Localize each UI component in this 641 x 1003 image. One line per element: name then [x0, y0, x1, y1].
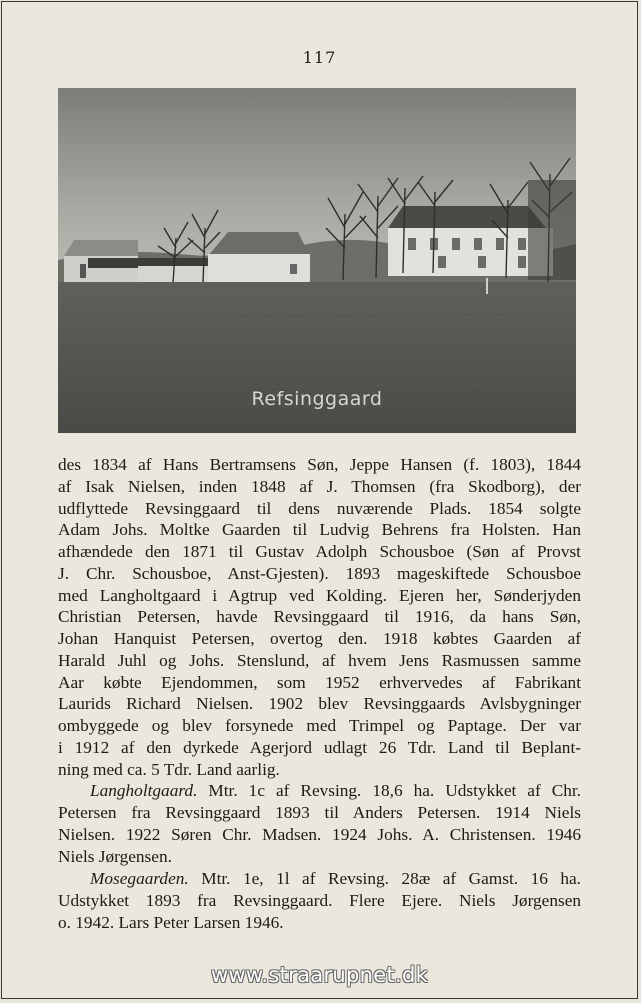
paragraph-revsinggaard-history — [58, 454, 581, 780]
text-line: Aar købte Ejendommen, som 1952 erhvervedes af Fabrikant — [58, 672, 581, 692]
text-line: J. Chr. Schousboe, Anst-Gjesten). 1893 mageskiftede Schousboe — [58, 563, 581, 583]
entry-first-line: Mtr. 1c af Revsing. 18,6 ha. Udstykket af Chr. — [197, 781, 581, 801]
body-text — [58, 454, 581, 934]
text-line: Adam Johs. Moltke Gaarden til Ludvig Behrens fra Holsten. Han — [58, 520, 581, 540]
text-line: Harald Juhl og Johs. Stenslund, af hvem Jens Rasmussen samme — [58, 650, 581, 670]
text-line: Nielsen. 1922 Søren Chr. Madsen. 1924 Johs. A. Christensen. 1946 — [58, 824, 581, 844]
farm-photo-illustration — [58, 88, 576, 433]
website-watermark: www.straarupnet.dk — [210, 963, 429, 987]
text-line: med Langholtgaard i Agtrup ved Kolding. Ejeren her, Sønderjyden — [58, 585, 581, 605]
entry-title-langholtgaard: Langholtgaard. — [90, 781, 198, 801]
photo-caption: Refsinggaard — [251, 388, 383, 410]
text-line: Christian Petersen, havde Revsinggaard til 1916, da hans Søn, — [58, 607, 581, 627]
text-line: Niels Jørgensen. — [58, 846, 172, 866]
text-line: Johan Hanquist Petersen, overtog den. 1918 købtes Gaarden af — [58, 629, 581, 648]
entry-title-mosegaarden: Mosegaarden. — [90, 869, 189, 889]
page-number: 117 — [302, 48, 337, 67]
text-line: Laurids Richard Nielsen. 1902 blev Revsinggaards Avlsbygninger — [58, 694, 581, 714]
text-line: Udstykket 1893 fra Revsinggaard. Flere Ejere. Niels Jørgensen — [58, 891, 581, 910]
text-line — [58, 868, 581, 890]
text-line: ning med ca. 5 Tdr. Land aarlig. — [58, 759, 280, 779]
paragraph-mosegaarden — [58, 868, 581, 933]
text-line — [58, 780, 581, 802]
text-line: i 1912 af den dyrkede Agerjord udlagt 26 Tdr. Land til Beplant- — [58, 737, 581, 757]
book-page — [1, 1, 638, 999]
text-line: o. 1942. Lars Peter Larsen 1946. — [58, 912, 284, 932]
text-line: af Isak Nielsen, inden 1848 af J. Thomsen (fra Skodborg), der — [58, 476, 581, 496]
text-line: udflyttede Revsinggaard til dens nuværende Plads. 1854 solgte — [58, 498, 581, 518]
paragraph-langholtgaard — [58, 780, 581, 867]
photograph-refsinggaard — [58, 88, 576, 433]
text-line: des 1834 af Hans Bertramsens Søn, Jeppe Hansen (f. 1803), 1844 — [58, 455, 581, 474]
text-line: afhændede den 1871 til Gustav Adolph Schousboe (Søn af Provst — [58, 542, 581, 561]
text-line: ombyggede og blev forsynede med Trimpel og Paptage. Der var — [58, 716, 581, 735]
text-line: Petersen fra Revsinggaard 1893 til Anders Petersen. 1914 Niels — [58, 803, 581, 822]
entry-first-line: Mtr. 1e, 1l af Revsing. 28æ af Gamst. 16 ha. — [188, 869, 581, 889]
